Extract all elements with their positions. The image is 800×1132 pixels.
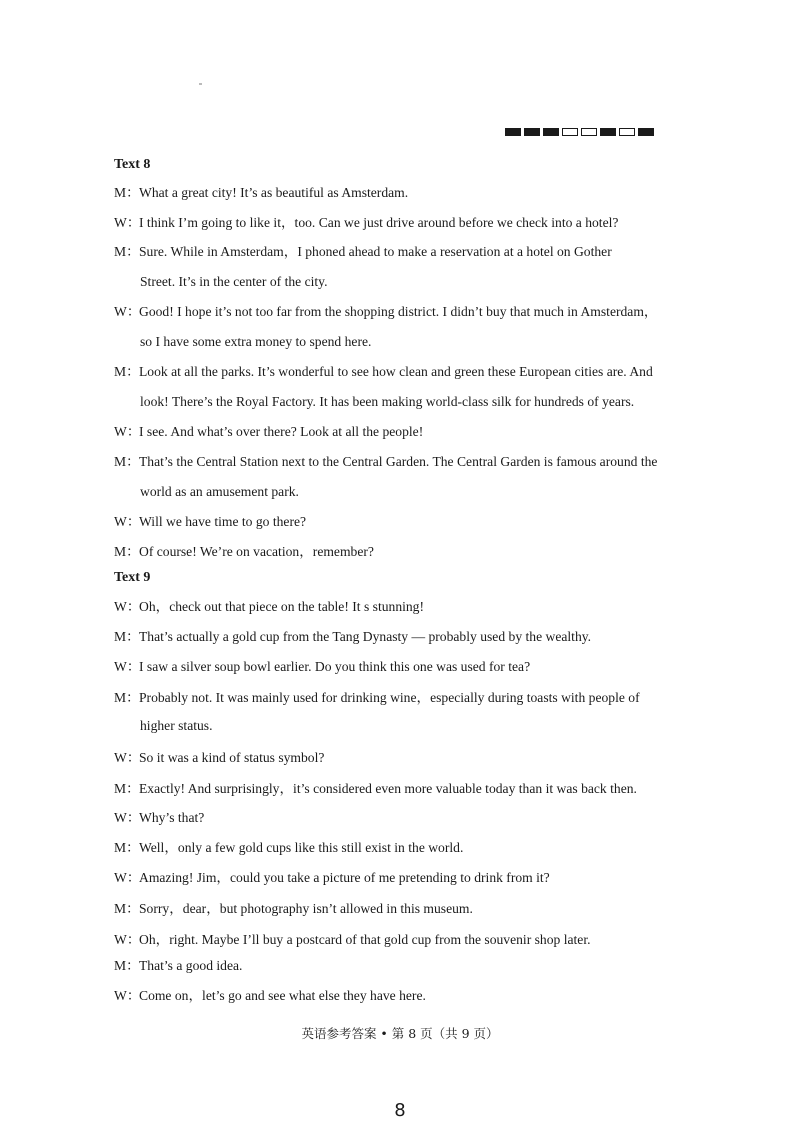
speaker-label: W： (114, 424, 141, 439)
dialogue-text: Exactly! And surprisingly，it’s considered even more valuable today than it was back then. (139, 781, 637, 796)
dialogue-text: Oh，right. Maybe I’ll buy a postcard of that gold cup from the souvenir shop later. (139, 932, 591, 947)
speaker-label: M： (114, 244, 140, 259)
speaker-label: M： (114, 958, 140, 973)
dialogue-text: Come on，let’s go and see what else they have here. (139, 988, 426, 1003)
marker-square (600, 128, 616, 136)
dialogue-line (114, 810, 204, 826)
dialogue-line (114, 840, 463, 856)
speaker-label: W： (114, 304, 141, 319)
marker-square (543, 128, 559, 136)
dialogue-text: Amazing! Jim，could you take a picture of me pretending to drink from it? (139, 870, 550, 885)
dialogue-line (114, 364, 653, 380)
dialogue-text: Sure. While in Amsterdam，I phoned ahead to make a reservation at a hotel on Gother (139, 244, 612, 259)
dialogue-text: Why’s that? (139, 810, 205, 825)
dialogue-line (114, 304, 658, 320)
text9-title: Text 9 (114, 570, 151, 585)
dialogue-line-continuation (140, 274, 327, 290)
dialogue-text: That’s a good idea. (139, 958, 243, 973)
speaker-label: M： (114, 901, 140, 916)
marker-squares (505, 128, 654, 136)
speaker-label: W： (114, 988, 141, 1003)
speaker-label: W： (114, 659, 141, 674)
dialogue-text: So it was a kind of status symbol? (139, 750, 325, 765)
dialogue-text: Of course! We’re on vacation，remember? (139, 544, 374, 559)
dialogue-line (114, 750, 324, 766)
marker-square (505, 128, 521, 136)
dialogue-line-continuation (140, 484, 299, 500)
dialogue-line (114, 659, 530, 675)
dialogue-line (114, 901, 473, 917)
speaker-label: W： (114, 750, 141, 765)
dialogue-line (114, 424, 423, 440)
dialogue-line (114, 544, 374, 560)
dialogue-text: so I have some extra money to spend here. (140, 334, 372, 349)
dialogue-line (114, 690, 640, 706)
dialogue-text: I saw a silver soup bowl earlier. Do you think this one was used for tea? (139, 659, 531, 674)
dialogue-text: Good! I hope it’s not too far from the shopping district. I didn’t buy that much in Amsterdam， (139, 304, 658, 319)
speaker-label: M： (114, 185, 140, 200)
speaker-label: M： (114, 781, 140, 796)
speaker-label: W： (114, 932, 141, 947)
dialogue-text: Street. It’s in the center of the city. (140, 274, 328, 289)
dialogue-line (114, 958, 242, 974)
marker-square (581, 128, 597, 136)
dialogue-text: I think I’m going to like it，too. Can we just drive around before we check into a hotel? (139, 215, 619, 230)
dialogue-text: world as an amusement park. (140, 484, 299, 499)
dialogue-text: What a great city! It’s as beautiful as Amsterdam. (139, 185, 409, 200)
speaker-label: M： (114, 454, 140, 469)
dialogue-line (114, 514, 306, 530)
dialogue-line-continuation (140, 394, 634, 410)
dialogue-text: I see. And what’s over there? Look at all the people! (139, 424, 424, 439)
dialogue-line (114, 870, 550, 886)
scan-mark (199, 83, 202, 85)
dialogue-line (114, 215, 618, 231)
dialogue-text: Oh，check out that piece on the table! It s stunning! (139, 599, 425, 614)
dialogue-text: Probably not. It was mainly used for drinking wine，especially during toasts with people of (139, 690, 640, 705)
dialogue-line-continuation (140, 718, 213, 734)
speaker-label: M： (114, 544, 140, 559)
speaker-label: W： (114, 810, 141, 825)
text8-title: Text 8 (114, 157, 151, 172)
dialogue-line (114, 988, 426, 1004)
dialogue-line (114, 244, 612, 260)
dialogue-text: Will we have time to go there? (139, 514, 307, 529)
marker-square (562, 128, 578, 136)
speaker-label: M： (114, 364, 140, 379)
dialogue-text: That’s actually a gold cup from the Tang Dynasty — probably used by the wealthy. (139, 629, 592, 644)
dialogue-line-continuation (140, 334, 371, 350)
page-footer: 英语参考答案 • 第 8 页（共 9 页） (301, 1026, 499, 1041)
dialogue-text: look! There’s the Royal Factory. It has been making world-class silk for hundreds of years. (140, 394, 635, 409)
dialogue-line (114, 454, 657, 470)
dialogue-line (114, 781, 637, 797)
marker-square (638, 128, 654, 136)
speaker-label: W： (114, 215, 141, 230)
marker-square (524, 128, 540, 136)
dialogue-line (114, 599, 424, 615)
speaker-label: W： (114, 514, 141, 529)
dialogue-line (114, 932, 591, 948)
page-number: 8 (394, 1100, 406, 1121)
speaker-label: M： (114, 690, 140, 705)
dialogue-text: That’s the Central Station next to the Central Garden. The Central Garden is famous around the (139, 454, 658, 469)
dialogue-text: Look at all the parks. It’s wonderful to see how clean and green these European cities are. And (139, 364, 653, 379)
speaker-label: W： (114, 870, 141, 885)
dialogue-text: higher status. (140, 718, 213, 733)
speaker-label: M： (114, 840, 140, 855)
speaker-label: W： (114, 599, 141, 614)
dialogue-line (114, 185, 408, 201)
dialogue-line (114, 629, 591, 645)
speaker-label: M： (114, 629, 140, 644)
marker-square (619, 128, 635, 136)
dialogue-text: Well，only a few gold cups like this still exist in the world. (139, 840, 464, 855)
dialogue-text: Sorry，dear，but photography isn’t allowed in this museum. (139, 901, 473, 916)
